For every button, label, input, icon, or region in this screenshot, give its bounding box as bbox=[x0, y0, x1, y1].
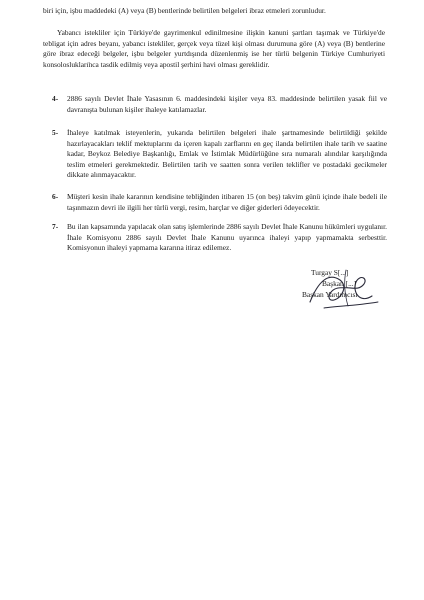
item-number-7: 7- bbox=[52, 222, 59, 231]
item-text-6: Müşteri kesin ihale kararının kendisine tebliğinden itibaren 15 (on beş) takvim günü içinde ihale bedeli ile taşınmazın devri ile ilgili her türlü vergi, resim, harçlar ve diğer giderleri ödeyecektir. bbox=[67, 192, 387, 212]
signatory-title-line2: Başkan Yardımcısı bbox=[302, 290, 358, 299]
signatory-name: Turgay S[...] bbox=[311, 268, 349, 277]
item-number-4: 4- bbox=[52, 94, 59, 103]
item-number-6: 6- bbox=[52, 192, 59, 201]
signatory-title-line1: Başkan [...] bbox=[322, 279, 357, 288]
item-number-5: 5- bbox=[52, 128, 59, 137]
item-text-4: 2886 sayılı Devlet İhale Yasasının 6. maddesindeki kişiler veya 83. maddesinde belirtilen yasak fiil ve davranışta bulunan kişiler ihaleye katılamazlar. bbox=[67, 94, 387, 114]
item-text-7: Bu ilan kapsamında yapılacak olan satış işlemlerinde 2886 sayılı Devlet İhale Kanunu hükümleri uygulanır. İhale Komisyonu 2886 sayılı Devlet İhale Kanunu uyarınca ihaleyi yapıp yapmamakta serbesttir. Komisyonun ihaleyi yapmama kararına itiraz edilemez. bbox=[67, 222, 387, 253]
intro-paragraph: Yabancı istekliler için Türkiye'de gayrimenkul edinilmesine ilişkin kanuni şartları taşımak ve Türkiye'de tebligat için adres beyanı, yabancı istekliler, gerçek veya tüzel kişi olması durumuna göre (A) veya (B) bentlerine göre ibraz edeceği belgeler, işbu belgeler yurtdışında düzenlenmiş ise her türlü belgenin Türkiye Cumhuriyeti konsoloslukları̈nca tasdik edilmiş veya apostil şerhini havi olması gereklidir. bbox=[43, 28, 385, 69]
intro-line: biri için, işbu maddedeki (A) veya (B) bentlerinde belirtilen belgeleri ibraz etmeleri zorunludur. bbox=[43, 6, 326, 15]
item-text-5: İhaleye katılmak isteyenlerin, yukarıda belirtilen belgeleri ihale şartnamesinde belirtildiği şekilde hazırlayacakları teklif mektuplarını da içeren kapalı zarflarını en geç ilanda belirtilen ihale tarih ve saatine kadar, Beykoz Belediye Başkanlığı, Emlak ve İstimlak Müdürlüğüne sıra numaralı alındılar karşılığında teslim etmeleri gerekmektedir. Belirtilen tarih ve saatten sonra verilen teklifler ve postadaki gecikmeler dikkate alınmayacaktır. bbox=[67, 128, 387, 180]
